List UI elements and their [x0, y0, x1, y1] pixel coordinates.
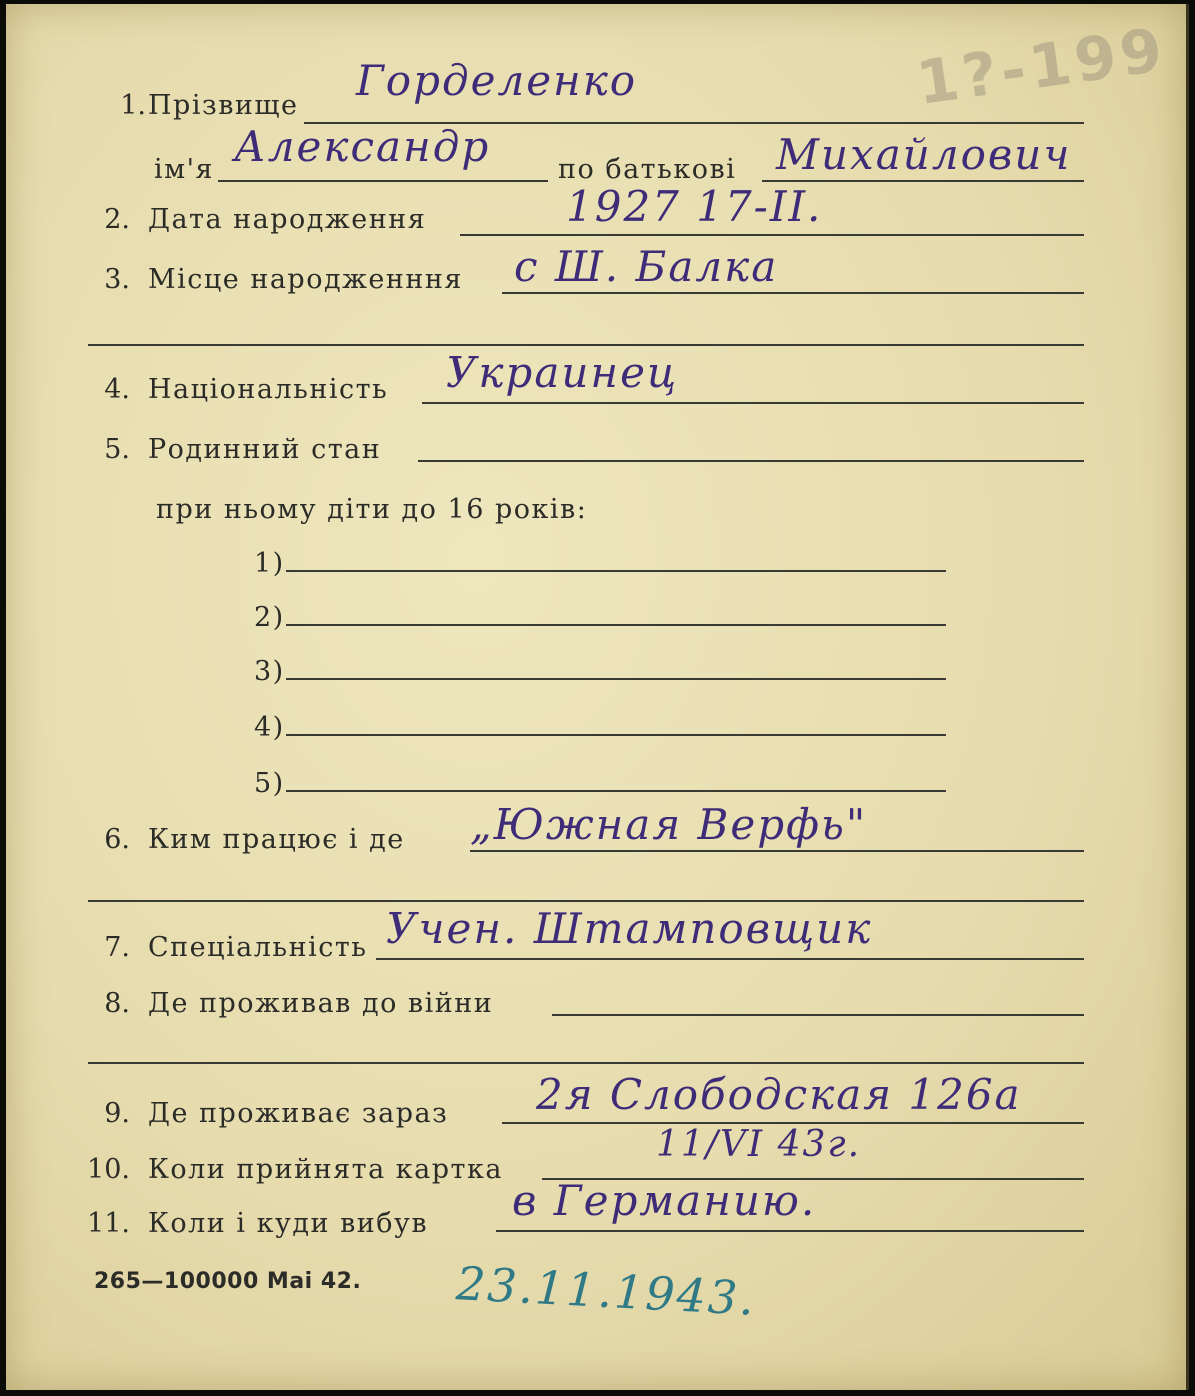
birth-place-value: с Ш. Балка [514, 242, 779, 291]
specialty-label: Спеціальність [148, 932, 368, 963]
child-1-line [286, 570, 946, 572]
field-number: 8. [104, 988, 130, 1019]
child-1-label: 1) [254, 548, 285, 579]
child-2-line [286, 624, 946, 626]
specialty-value: Учен. Штамповщик [386, 904, 873, 953]
child-2-label: 2) [254, 602, 285, 633]
current-residence-label: Де проживає зараз [148, 1098, 449, 1129]
first-name-value: Александр [234, 122, 491, 171]
prewar-residence-line [552, 1014, 1084, 1016]
field-number: 1. [120, 90, 146, 121]
card-accepted-value: 11/VI 43г. [656, 1124, 862, 1165]
nationality-line [422, 402, 1084, 404]
child-4-line [286, 734, 946, 736]
workplace-value: „Южная Верфь" [470, 800, 868, 849]
marital-status-label: Родинний стан [148, 434, 382, 465]
workplace-line-2 [88, 900, 1084, 902]
birth-date-value: 1927 17-II. [566, 182, 823, 231]
marital-status-line [418, 460, 1084, 462]
field-number: 6. [104, 824, 130, 855]
child-5-line [286, 790, 946, 792]
departure-line [496, 1230, 1084, 1232]
departure-date-value: 23.11.1943. [454, 1256, 758, 1326]
birth-place-label: Місце народженння [148, 264, 463, 295]
departure-value: в Германию. [512, 1176, 817, 1225]
birth-date-label: Дата народження [148, 204, 427, 235]
surname-label: Прізвище [148, 90, 299, 121]
field-number: 2. [104, 204, 130, 235]
field-number: 11. [87, 1208, 130, 1239]
child-5-label: 5) [254, 768, 285, 799]
surname-value: Горделенко [356, 56, 638, 105]
first-name-label: ім'я [154, 154, 215, 185]
birth-date-line [460, 234, 1084, 236]
field-number: 9. [104, 1098, 130, 1129]
field-number: 5. [104, 434, 130, 465]
birth-place-line-2 [88, 344, 1084, 346]
prewar-residence-label: Де проживав до війни [148, 988, 494, 1019]
nationality-value: Украинец [446, 348, 679, 397]
patronymic-label: по батькові [558, 154, 737, 185]
children-label: при ньому діти до 16 років: [156, 494, 588, 525]
prewar-residence-line-2 [88, 1062, 1084, 1064]
print-run-footer: 265—100000 Mai 42. [94, 1269, 362, 1294]
specialty-line [376, 958, 1084, 960]
departure-label: Коли і куди вибув [148, 1208, 429, 1239]
child-4-label: 4) [254, 712, 285, 743]
registration-card [6, 4, 1189, 1390]
card-accepted-label: Коли прийнята картка [148, 1154, 503, 1185]
field-number: 4. [104, 374, 130, 405]
child-3-label: 3) [254, 656, 285, 687]
current-residence-value: 2я Слободская 126а [536, 1070, 1022, 1119]
field-number: 7. [104, 932, 130, 963]
field-number: 10. [87, 1154, 130, 1185]
field-number: 3. [104, 264, 130, 295]
birth-place-line [502, 292, 1084, 294]
patronymic-value: Михайлович [776, 130, 1072, 179]
workplace-label: Ким працює і де [148, 824, 405, 855]
child-3-line [286, 678, 946, 680]
workplace-line [470, 850, 1084, 852]
first-name-line [218, 180, 548, 182]
archive-number-stamp: 1?-199 [912, 14, 1171, 120]
nationality-label: Національність [148, 374, 389, 405]
